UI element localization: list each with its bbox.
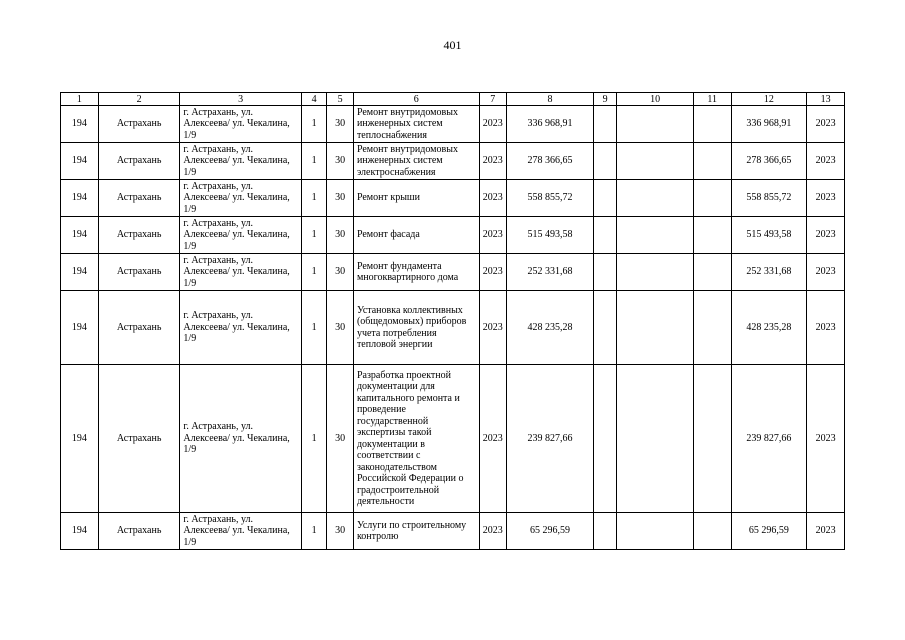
work-type-cell: Разработка проектной документации для капитального ремонта и проведение государственной экспертизы такой документации в соответствии с законодательством Российской Федерации о градостроительной деятельности [353,365,479,513]
col4-cell: 1 [301,365,327,513]
column-header-11: 11 [693,93,731,106]
col4-cell: 1 [301,291,327,365]
col10-cell [617,180,694,217]
city-cell: Астрахань [98,106,180,143]
table-row [61,513,845,550]
col5-cell: 30 [327,106,354,143]
column-header-13: 13 [807,93,845,106]
work-type-cell: Ремонт крыши [353,180,479,217]
city-cell: Астрахань [98,254,180,291]
col9-cell [593,143,616,180]
col9-cell [593,291,616,365]
col4-cell: 1 [301,513,327,550]
year-cell: 2023 [479,513,507,550]
col4-cell: 1 [301,217,327,254]
address-cell: г. Астрахань, ул. Алексеева/ ул. Чекалина, 1/9 [180,291,301,365]
total-cost-cell: 428 235,28 [731,291,807,365]
year-cell: 2023 [479,291,507,365]
column-header-9: 9 [593,93,616,106]
column-header-4: 4 [301,93,327,106]
cost-cell: 428 235,28 [507,291,594,365]
total-cost-cell: 252 331,68 [731,254,807,291]
col4-cell: 1 [301,143,327,180]
col5-cell: 30 [327,365,354,513]
city-cell: Астрахань [98,291,180,365]
completion-year-cell: 2023 [807,217,845,254]
row-number-cell: 194 [61,291,99,365]
col10-cell [617,513,694,550]
table-row [61,254,845,291]
col9-cell [593,106,616,143]
year-cell: 2023 [479,365,507,513]
completion-year-cell: 2023 [807,143,845,180]
completion-year-cell: 2023 [807,365,845,513]
col5-cell: 30 [327,180,354,217]
table-row [61,217,845,254]
work-type-cell: Установка коллективных (общедомовых) приборов учета потребления тепловой энергии [353,291,479,365]
year-cell: 2023 [479,180,507,217]
cost-cell: 65 296,59 [507,513,594,550]
city-cell: Астрахань [98,143,180,180]
row-number-cell: 194 [61,180,99,217]
completion-year-cell: 2023 [807,180,845,217]
column-header-8: 8 [507,93,594,106]
total-cost-cell: 515 493,58 [731,217,807,254]
total-cost-cell: 558 855,72 [731,180,807,217]
repair-program-table [60,92,845,550]
address-cell: г. Астрахань, ул. Алексеева/ ул. Чекалина, 1/9 [180,513,301,550]
cost-cell: 558 855,72 [507,180,594,217]
header-row [61,93,845,106]
col11-cell [693,217,731,254]
address-cell: г. Астрахань, ул. Алексеева/ ул. Чекалина, 1/9 [180,365,301,513]
completion-year-cell: 2023 [807,254,845,291]
completion-year-cell: 2023 [807,106,845,143]
year-cell: 2023 [479,143,507,180]
col10-cell [617,106,694,143]
cost-cell: 239 827,66 [507,365,594,513]
column-header-3: 3 [180,93,301,106]
address-cell: г. Астрахань, ул. Алексеева/ ул. Чекалина, 1/9 [180,143,301,180]
work-type-cell: Услуги по строительному контролю [353,513,479,550]
col11-cell [693,143,731,180]
col11-cell [693,106,731,143]
col5-cell: 30 [327,217,354,254]
table-row [61,291,845,365]
col11-cell [693,254,731,291]
column-header-2: 2 [98,93,180,106]
year-cell: 2023 [479,254,507,291]
cost-cell: 336 968,91 [507,106,594,143]
column-header-6: 6 [353,93,479,106]
col5-cell: 30 [327,143,354,180]
work-type-cell: Ремонт внутридомовых инженерных систем электроснабжения [353,143,479,180]
col9-cell [593,513,616,550]
col10-cell [617,291,694,365]
col9-cell [593,254,616,291]
page-number: 401 [443,38,462,52]
row-number-cell: 194 [61,254,99,291]
column-header-7: 7 [479,93,507,106]
col11-cell [693,365,731,513]
row-number-cell: 194 [61,106,99,143]
col9-cell [593,365,616,513]
address-cell: г. Астрахань, ул. Алексеева/ ул. Чекалина, 1/9 [180,217,301,254]
row-number-cell: 194 [61,217,99,254]
work-type-cell: Ремонт фасада [353,217,479,254]
col9-cell [593,217,616,254]
col10-cell [617,254,694,291]
row-number-cell: 194 [61,365,99,513]
table-row [61,106,845,143]
year-cell: 2023 [479,217,507,254]
col4-cell: 1 [301,106,327,143]
col5-cell: 30 [327,254,354,291]
city-cell: Астрахань [98,365,180,513]
col10-cell [617,143,694,180]
col9-cell [593,180,616,217]
work-type-cell: Ремонт фундамента многоквартирного дома [353,254,479,291]
city-cell: Астрахань [98,217,180,254]
col10-cell [617,365,694,513]
column-header-5: 5 [327,93,354,106]
column-header-12: 12 [731,93,807,106]
col4-cell: 1 [301,254,327,291]
cost-cell: 252 331,68 [507,254,594,291]
table-row [61,180,845,217]
address-cell: г. Астрахань, ул. Алексеева/ ул. Чекалина, 1/9 [180,106,301,143]
total-cost-cell: 65 296,59 [731,513,807,550]
cost-cell: 278 366,65 [507,143,594,180]
column-header-10: 10 [617,93,694,106]
work-type-cell: Ремонт внутридомовых инженерных систем теплоснабжения [353,106,479,143]
cost-cell: 515 493,58 [507,217,594,254]
col11-cell [693,513,731,550]
table-row [61,365,845,513]
col11-cell [693,180,731,217]
total-cost-cell: 278 366,65 [731,143,807,180]
col11-cell [693,291,731,365]
address-cell: г. Астрахань, ул. Алексеева/ ул. Чекалина, 1/9 [180,254,301,291]
total-cost-cell: 336 968,91 [731,106,807,143]
col10-cell [617,217,694,254]
city-cell: Астрахань [98,513,180,550]
total-cost-cell: 239 827,66 [731,365,807,513]
year-cell: 2023 [479,106,507,143]
col4-cell: 1 [301,180,327,217]
row-number-cell: 194 [61,513,99,550]
column-header-1: 1 [61,93,99,106]
city-cell: Астрахань [98,180,180,217]
col5-cell: 30 [327,513,354,550]
completion-year-cell: 2023 [807,291,845,365]
completion-year-cell: 2023 [807,513,845,550]
table-row [61,143,845,180]
col5-cell: 30 [327,291,354,365]
address-cell: г. Астрахань, ул. Алексеева/ ул. Чекалина, 1/9 [180,180,301,217]
row-number-cell: 194 [61,143,99,180]
